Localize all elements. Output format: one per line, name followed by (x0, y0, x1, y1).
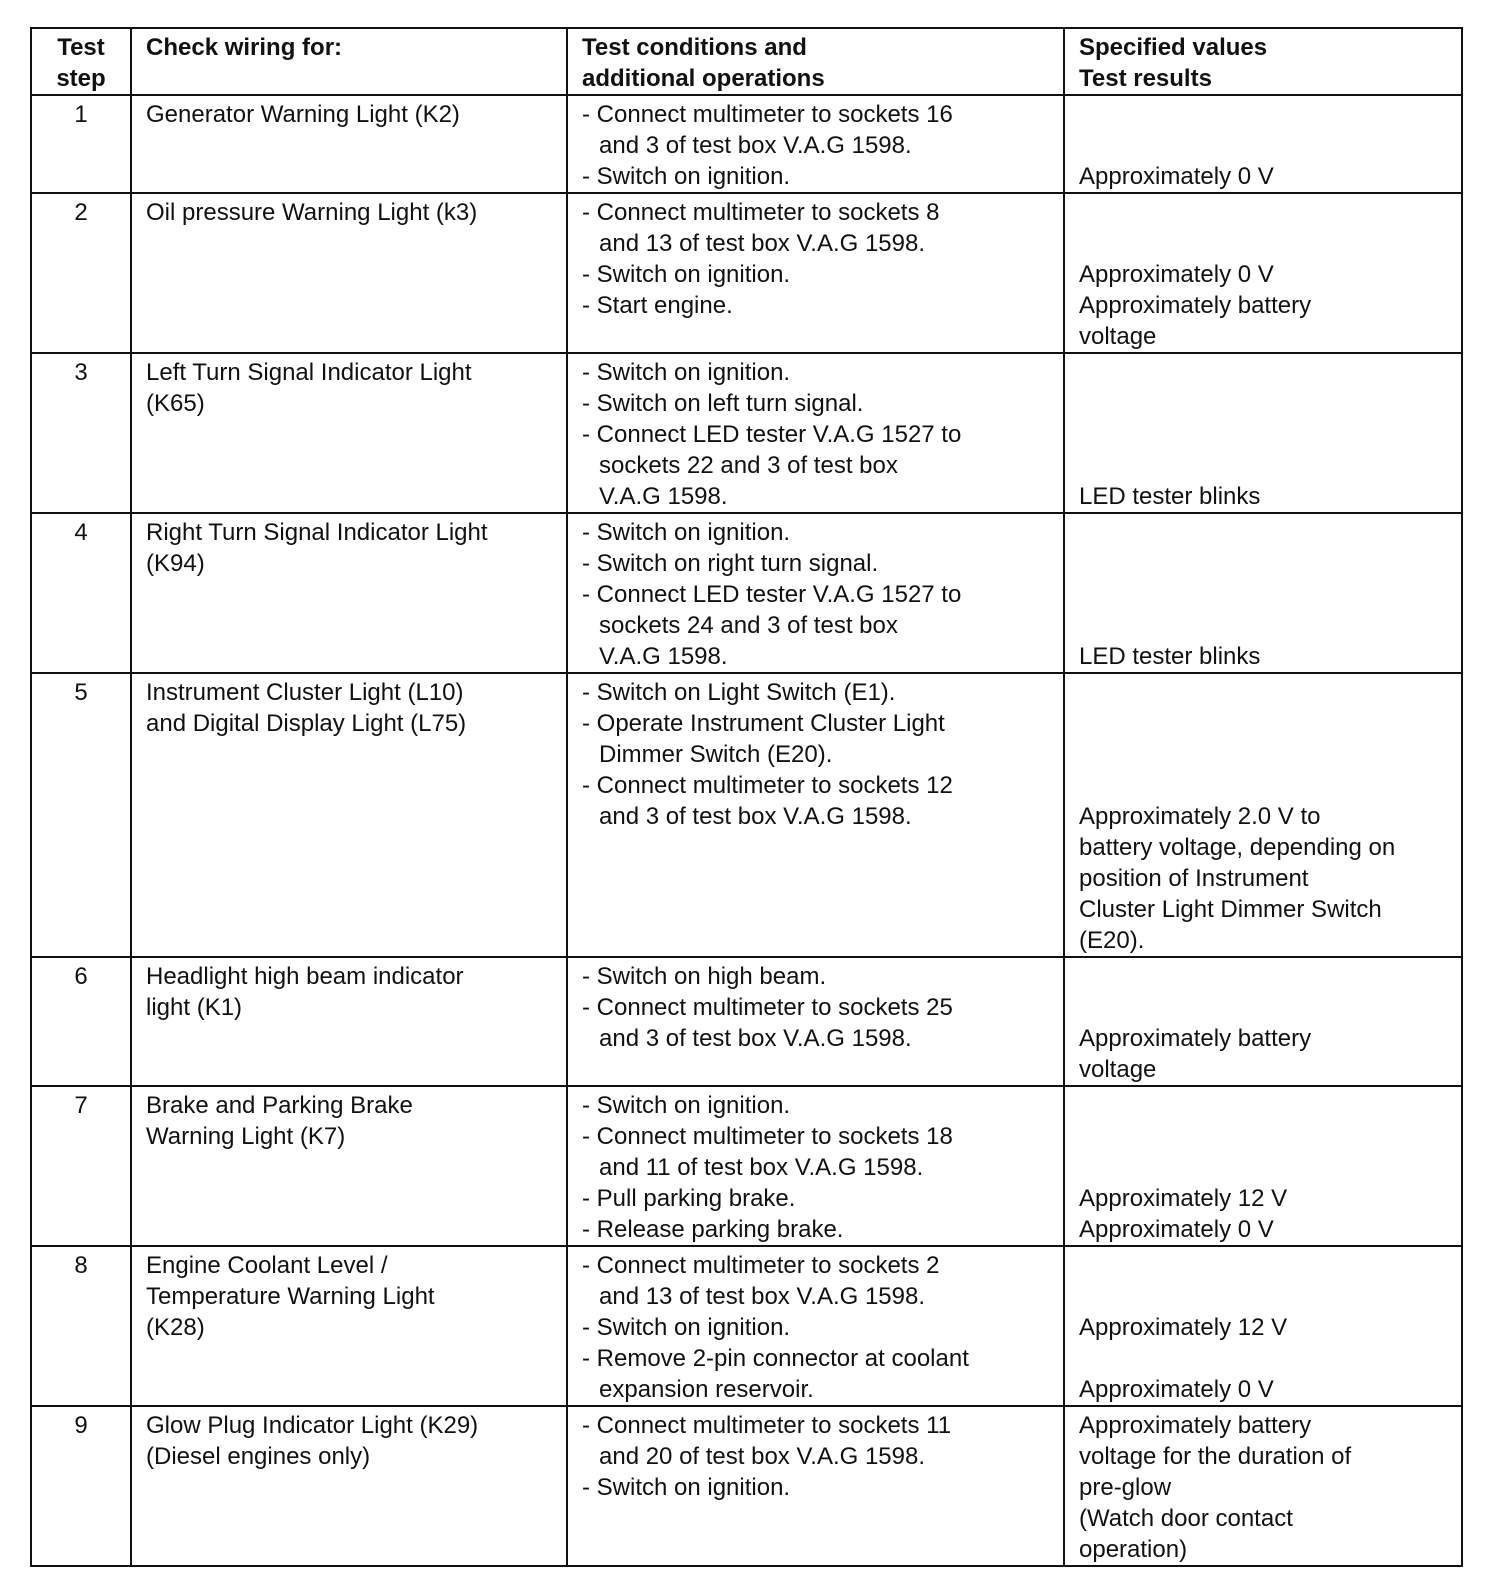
condition-item: - Switch on ignition. (582, 163, 791, 190)
test-step-number: 2 (31, 193, 131, 353)
check-wiring-cell: Left Turn Signal Indicator Light (K65) (131, 353, 567, 513)
check-wiring-cell: Oil pressure Warning Light (k3) (131, 193, 567, 353)
test-step-number: 1 (31, 95, 131, 193)
header-test-step: Test step (31, 28, 131, 95)
specified-values-cell: Approximately battery voltage (1064, 957, 1462, 1086)
condition-item: - Connect LED tester V.A.G 1527 to sockets 24 and 3 of test box V.A.G 1598. (582, 581, 962, 670)
check-wiring-cell: Engine Coolant Level / Temperature Warning Light (K28) (131, 1246, 567, 1406)
specified-values-cell: Approximately 0 V Approximately battery voltage (1064, 193, 1462, 353)
test-step-number: 9 (31, 1406, 131, 1566)
condition-item: - Connect multimeter to sockets 8 and 13 of test box V.A.G 1598. (582, 199, 940, 257)
test-conditions-cell (567, 513, 1064, 673)
check-wiring-cell: Brake and Parking Brake Warning Light (K7) (131, 1086, 567, 1246)
condition-item: - Connect multimeter to sockets 11 and 20 of test box V.A.G 1598. (582, 1412, 952, 1470)
header-test-conditions: Test conditions and additional operations (567, 28, 1064, 95)
condition-item: - Switch on ignition. (582, 1314, 791, 1341)
condition-item: - Switch on high beam. (582, 963, 827, 990)
specified-values-cell: Approximately 12 V Approximately 0 V (1064, 1246, 1462, 1406)
check-wiring-cell: Headlight high beam indicator light (K1) (131, 957, 567, 1086)
specified-values-cell: LED tester blinks (1064, 353, 1462, 513)
condition-item: - Switch on ignition. (582, 1092, 791, 1119)
test-step-number: 5 (31, 673, 131, 957)
condition-item: - Connect multimeter to sockets 25 and 3 of test box V.A.G 1598. (582, 994, 953, 1052)
condition-item: - Connect multimeter to sockets 16 and 3 of test box V.A.G 1598. (582, 101, 953, 159)
test-conditions-cell (567, 353, 1064, 513)
test-conditions-cell (567, 1406, 1064, 1566)
check-wiring-cell: Glow Plug Indicator Light (K29) (Diesel engines only) (131, 1406, 567, 1566)
header-row (31, 28, 1462, 95)
condition-item: - Start engine. (582, 292, 733, 319)
condition-item: - Switch on ignition. (582, 519, 791, 546)
check-wiring-cell: Instrument Cluster Light (L10) and Digital Display Light (L75) (131, 673, 567, 957)
condition-item: - Remove 2-pin connector at coolant expansion reservoir. (582, 1345, 969, 1403)
condition-item: - Switch on ignition. (582, 359, 791, 386)
table-row (31, 1246, 1462, 1406)
test-steps-table (30, 27, 1463, 1567)
test-step-number: 7 (31, 1086, 131, 1246)
specified-values-cell: LED tester blinks (1064, 513, 1462, 673)
condition-item: - Switch on Light Switch (E1). (582, 679, 896, 706)
condition-item: - Connect multimeter to sockets 12 and 3 of test box V.A.G 1598. (582, 772, 953, 830)
table-row (31, 957, 1462, 1086)
table-row (31, 1406, 1462, 1566)
test-conditions-cell (567, 193, 1064, 353)
check-wiring-cell: Right Turn Signal Indicator Light (K94) (131, 513, 567, 673)
table-row (31, 95, 1462, 193)
condition-item: - Pull parking brake. (582, 1185, 796, 1212)
header-specified-values: Specified values Test results (1064, 28, 1462, 95)
table-row (31, 673, 1462, 957)
table-row (31, 353, 1462, 513)
test-step-number: 6 (31, 957, 131, 1086)
table-row (31, 1086, 1462, 1246)
table-row (31, 193, 1462, 353)
condition-item: - Release parking brake. (582, 1216, 844, 1243)
specified-values-cell: Approximately battery voltage for the duration of pre-glow (Watch door contact operation) (1064, 1406, 1462, 1566)
check-wiring-cell: Generator Warning Light (K2) (131, 95, 567, 193)
header-check-wiring: Check wiring for: (131, 28, 567, 95)
table-row (31, 513, 1462, 673)
specified-values-cell: Approximately 2.0 V to battery voltage, depending on position of Instrument Cluster Light Dimmer Switch (E20). (1064, 673, 1462, 957)
test-step-number: 8 (31, 1246, 131, 1406)
test-step-number: 4 (31, 513, 131, 673)
condition-item: - Operate Instrument Cluster Light Dimmer Switch (E20). (582, 710, 945, 768)
specified-values-cell: Approximately 0 V (1064, 95, 1462, 193)
condition-item: - Switch on right turn signal. (582, 550, 879, 577)
condition-item: - Switch on ignition. (582, 1474, 791, 1501)
condition-item: - Connect multimeter to sockets 18 and 11 of test box V.A.G 1598. (582, 1123, 953, 1181)
condition-item: - Connect multimeter to sockets 2 and 13 of test box V.A.G 1598. (582, 1252, 940, 1310)
test-step-number: 3 (31, 353, 131, 513)
test-conditions-cell (567, 1086, 1064, 1246)
test-conditions-cell (567, 957, 1064, 1086)
condition-item: - Switch on ignition. (582, 261, 791, 288)
test-conditions-cell (567, 673, 1064, 957)
test-conditions-cell (567, 95, 1064, 193)
specified-values-cell: Approximately 12 V Approximately 0 V (1064, 1086, 1462, 1246)
test-conditions-cell (567, 1246, 1064, 1406)
condition-item: - Connect LED tester V.A.G 1527 to sockets 22 and 3 of test box V.A.G 1598. (582, 421, 962, 510)
condition-item: - Switch on left turn signal. (582, 390, 864, 417)
